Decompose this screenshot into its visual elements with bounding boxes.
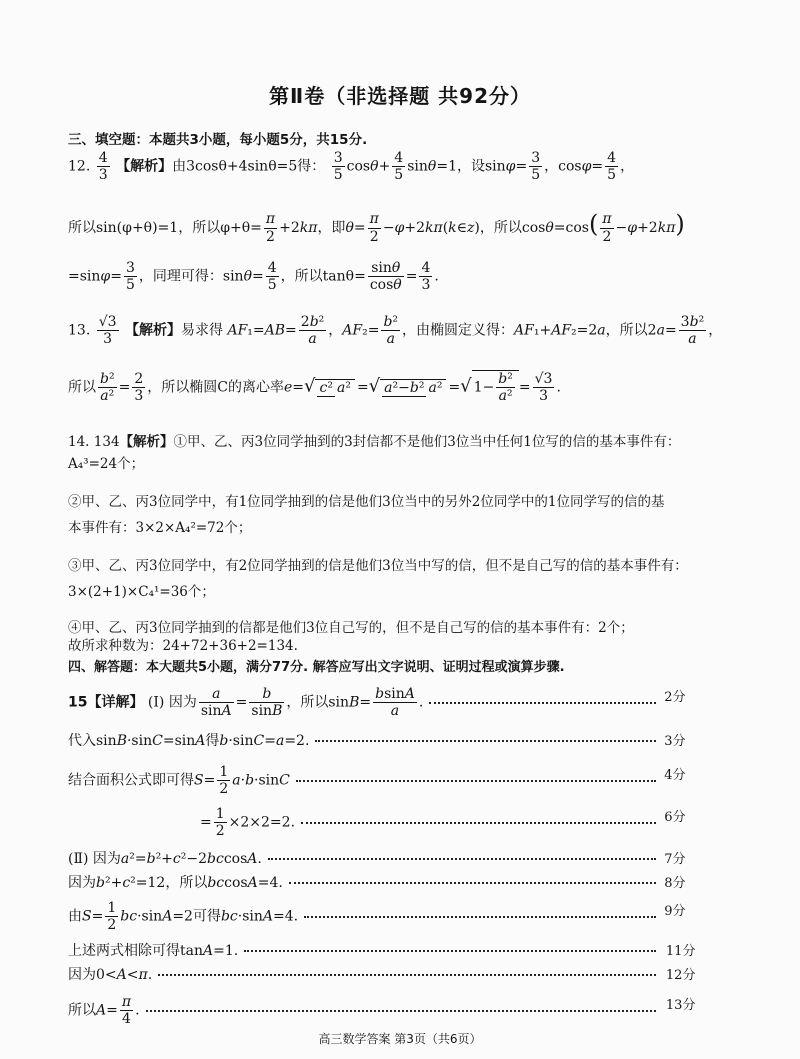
- q15-step-6: 因为b²+c²=12，所以bccosA=4. 8分: [68, 872, 660, 892]
- q14-p4: ④甲、乙、丙3位同学抽到的信都是他们3位自己写的，但不是自己写的信的基本事件有：2个；: [68, 620, 634, 636]
- q12-line1-text: 由3cosθ+4sinθ=5得：: [172, 158, 326, 175]
- q12-line-3: =sinφ= $\frac{3}{5}$ ，同理可得：sinθ= $\frac{4}{5}$ ，所以tanθ= $\frac{\sin\theta}{\cos\theta}$ = $\frac{4}{3}$ .: [68, 260, 439, 294]
- q12-line3-mid: ，所以tanθ=: [280, 268, 366, 285]
- fill-blank-heading: 三、填空题：本题共3小题，每小题5分，共15分.: [68, 132, 368, 148]
- q14-p2: ②甲、乙、丙3位同学中，有1位同学抽到的信是他们3位当中的另外2位同学中的1位同学写的信的基: [68, 494, 665, 510]
- q15-step-10: 所以A= $\frac{\pi}{4}$ . 13分: [68, 994, 696, 1028]
- q12-tag: 【解析】: [116, 158, 173, 175]
- q13-line2-mid: ，所以椭圆C的离心率: [147, 379, 284, 396]
- q15-score-2: 3分: [664, 734, 686, 749]
- q13-line-1: 13. $\frac{√3}{3}$ 【解析】易求得 AF₁=AB= $\frac{\text{2b²}}{a}$ ，AF₂= $\frac{\text{b²}}{a}$ ，由椭圆定义得：AF₁+AF₂=2a，所以2a= $\frac{\text{3b²}}{a}$ ，: [68, 314, 723, 348]
- q12-line-1: 12. $\frac{4}{3}$ 【解析】由3cosθ+4sinθ=5得： $\frac{3}{5}$ cosθ+ $\frac{4}{5}$ sinθ=1，设sinφ= $\frac{3}{5}$ ，cosφ= $\frac{4}{5}$ ，: [68, 150, 635, 184]
- q15-score-6: 8分: [664, 876, 686, 891]
- solution-heading: 四、解答题：本大题共5小题，满分77分. 解答应写出文字说明、证明过程或演算步骤.: [68, 660, 565, 675]
- q13-line1-text: 易求得: [181, 322, 223, 339]
- q14-p1: ①甲、乙、丙3位同学抽到的3封信都不是他们3位当中任何1位写的信的基本事件有：: [173, 434, 681, 450]
- q15-step-8: 上述两式相除可得tanA=1. 11分: [68, 940, 660, 960]
- q15-score-5: 7分: [664, 852, 686, 867]
- q15-score-7: 9分: [664, 904, 686, 919]
- q12-line-2: 所以sin(φ+θ)=1，所以φ+θ= $\frac{\pi}{2}$ +2kπ，即θ= $\frac{\pi}{2}$ −φ+2kπ(k∈z)，所以cosθ=cos( $\frac{\pi}{2}$ −φ+2kπ): [68, 210, 685, 245]
- q12-line3-text: 同理可得：: [152, 268, 223, 285]
- q12-answer: $\frac{4}{3}$: [98, 150, 108, 184]
- q15-step-4: = $\frac{1}{2}$ ×2×2=2. 6分: [200, 806, 686, 840]
- q14-line-1: [68, 430, 680, 450]
- q14-p3: ③甲、乙、丙3位同学中，有2位同学抽到的信是他们3位当中写的信，但不是自己写的信的基本事件有：: [68, 558, 688, 574]
- q15-score-3: 4分: [664, 768, 686, 783]
- q14-p4-eq: 故所求种数为：24+72+36+2=134.: [68, 638, 298, 654]
- q15-score-9: 12分: [665, 968, 696, 983]
- q15-score-10: 13分: [665, 998, 696, 1013]
- q15-score-1: 2分: [664, 690, 686, 705]
- q15-step-5: (Ⅱ) 因为a²=b²+c²−2bccosA. 7分: [68, 848, 660, 868]
- q15-step-3: 结合面积公式即可得S= $\frac{1}{2}$ a·b·sinC 4分: [68, 764, 686, 798]
- q15-step-1: 15【详解】 (Ⅰ) 因为 $\frac{a}{\sin A}$ = $\frac{b}{\sin B}$ ，所以sinB= $\frac{bsinA}{a}$ . 2分: [68, 686, 686, 720]
- q15-label: 15【详解】: [68, 694, 144, 711]
- q14-tag: 【解析】: [119, 434, 174, 450]
- q13-tag: 【解析】: [125, 322, 181, 339]
- page-footer: 高三数学答案 第3页（共6页）: [318, 1032, 482, 1046]
- q13-number: 13.: [68, 322, 91, 339]
- q13-line2-prefix: 所以: [68, 379, 96, 396]
- q13-answer: $\frac{√3}{3}$: [98, 314, 117, 348]
- q15-score-4: 6分: [664, 810, 686, 825]
- q13-line-2: 所以 $\frac{\text{b²}}{\text{a²}}$ = $\frac{2}{3}$ ，所以椭圆C的离心率e=√ c² a² =√ a²−b² a² =√ 1− $\frac{\text{b²}}{\text{a²}}$ = $\frac{√3}{3}$ .: [68, 371, 561, 405]
- q15-score-8: 11分: [665, 944, 696, 959]
- q15-step-9: 因为0<A<π. 12分: [68, 964, 660, 984]
- q14-p3-eq: 3×(2+1)×C₄¹=36个；: [68, 584, 215, 600]
- q14-p1-eq: A₄³=24个；: [68, 456, 145, 472]
- q14-number: 14. 134: [68, 434, 120, 450]
- q15-step-7: 由S= $\frac{1}{2}$ bc·sinA=2可得bc·sinA=4. 9分: [68, 900, 686, 934]
- q15-step-2: 代入sinB·sinC=sinA得b·sinC=a=2. 3分: [68, 730, 660, 750]
- section-title: 第Ⅱ卷（非选择题 共92分）: [269, 84, 531, 108]
- q12-number: 12.: [68, 158, 91, 175]
- q12-line2-prefix: 所以sin(φ+θ)=1，所以φ+θ=: [68, 220, 262, 236]
- q14-p2-eq: 本事件有：3×2×A₄²=72个；: [68, 520, 252, 536]
- q13-line1-mid: ，由椭圆定义得：: [402, 322, 515, 339]
